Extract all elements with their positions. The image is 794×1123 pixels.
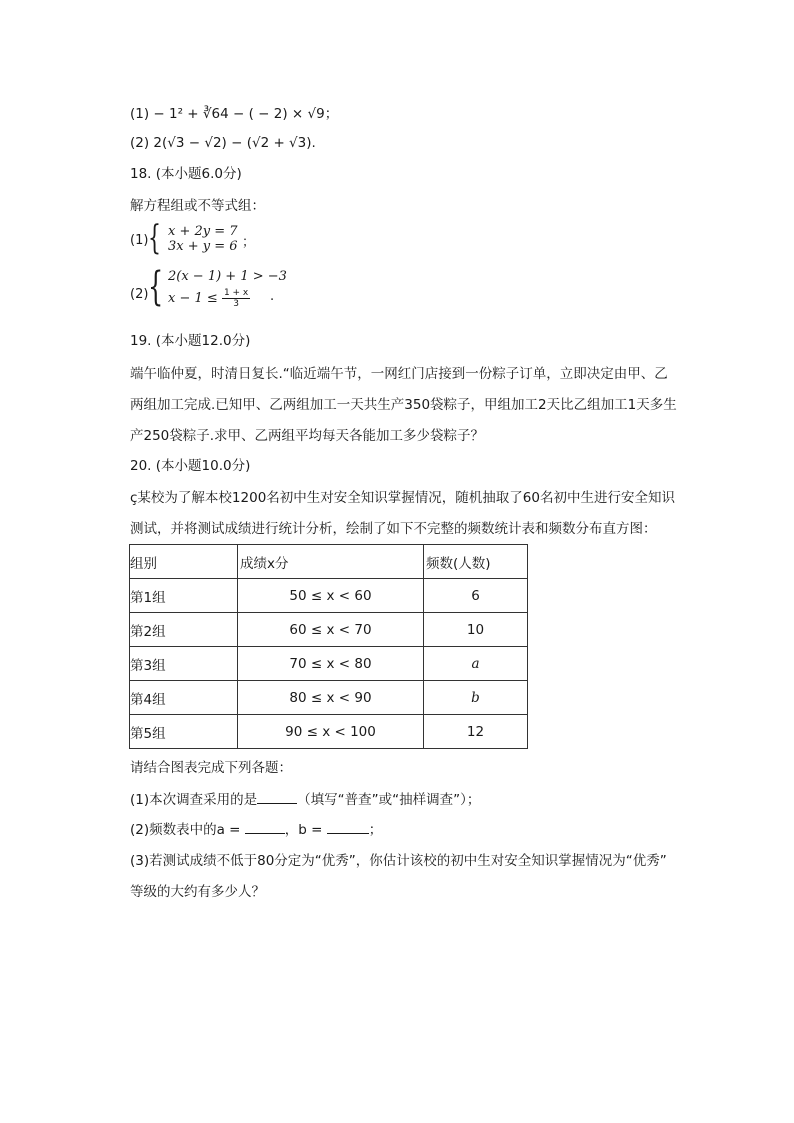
- q18-p1-label: (1): [130, 233, 149, 248]
- q18-p1-eq2: 3x + y = 6: [168, 239, 238, 254]
- table-row: [130, 647, 528, 681]
- table-row: [130, 579, 528, 613]
- cell-frequency: 6: [424, 579, 528, 613]
- q17-part1: (1) − 1² + ∛64 − ( − 2) × √9；: [130, 106, 339, 122]
- q19-line1: 端午临仲夏，时清日复长.“临近端午节，一网红门店接到一份粽子订单，立即决定由甲、乙: [130, 366, 668, 382]
- q20-sub1: [130, 789, 480, 810]
- q20-sub1-post: （填写“普查”或“抽样调查”）；: [297, 792, 481, 808]
- table-row: [130, 613, 528, 647]
- header-group: 组别: [130, 545, 238, 579]
- fraction-numerator: 1 + x: [223, 288, 249, 298]
- fraction-denominator: 3: [233, 299, 239, 309]
- table-row: [130, 715, 528, 749]
- q20-sub3-line1: (3)若测试成绩不低于80分定为“优秀”，你估计该校的初中生对安全知识掌握情况为“优秀”: [130, 853, 667, 869]
- cell-frequency: a: [424, 647, 528, 681]
- q20-sub3-line2: 等级的大约有多少人？: [130, 884, 265, 900]
- q18-prompt: 解方程组或不等式组：: [130, 198, 265, 214]
- q20-line2: 测试，并将测试成绩进行统计分析，绘制了如下不完整的频数统计表和频数分布直方图：: [130, 521, 657, 537]
- cell-score: 60 ≤ x < 70: [238, 613, 424, 647]
- q20-heading: 20. (本小题10.0分): [130, 458, 251, 474]
- cell-score: 50 ≤ x < 60: [238, 579, 424, 613]
- q20-sub1-pre: (1)本次调查采用的是: [130, 792, 258, 808]
- q18-p1-eq1: x + 2y = 7: [168, 224, 238, 239]
- table-row: [130, 681, 528, 715]
- q18-p2-eq2-left: x − 1 ≤: [168, 291, 218, 306]
- table-header-row: [130, 545, 528, 579]
- answer-blank-b[interactable]: [327, 819, 369, 834]
- header-score: 成绩x分: [238, 545, 424, 579]
- answer-blank[interactable]: [257, 789, 297, 804]
- q18-p2-end: .: [270, 289, 275, 304]
- cell-score: 90 ≤ x < 100: [238, 715, 424, 749]
- q20-sub2-post: ；: [368, 822, 383, 838]
- q17-part2: (2) 2(√3 − √2) − (√2 + √3).: [130, 135, 316, 151]
- q18-p1-end: ；: [242, 235, 256, 250]
- q18-p2-eq1: 2(x − 1) + 1 > −3: [168, 269, 287, 284]
- q20-sub2: [130, 819, 382, 840]
- q20-line1: ç某校为了解本校1200名初中生对安全知识掌握情况，随机抽取了60名初中生进行安全知识: [130, 490, 675, 506]
- cell-frequency: 10: [424, 613, 528, 647]
- q18-p2-label: (2): [130, 287, 149, 302]
- answer-blank-a[interactable]: [245, 819, 285, 834]
- fraction: [222, 288, 250, 309]
- brace-icon: {: [148, 218, 161, 258]
- cell-group: 第1组: [130, 579, 238, 613]
- cell-group: 第2组: [130, 613, 238, 647]
- brace-icon: {: [148, 264, 164, 310]
- q18-p2-eq2: [168, 288, 250, 309]
- q18-heading: 18. (本小题6.0分): [130, 166, 242, 182]
- cell-frequency: 12: [424, 715, 528, 749]
- cell-score: 70 ≤ x < 80: [238, 647, 424, 681]
- q19-heading: 19. (本小题12.0分): [130, 333, 251, 349]
- q19-line3: 产250袋粽子.求甲、乙两组平均每天各能加工多少袋粽子？: [130, 428, 485, 444]
- cell-group: 第5组: [130, 715, 238, 749]
- frequency-table: [129, 544, 528, 749]
- cell-frequency: b: [424, 681, 528, 715]
- cell-score: 80 ≤ x < 90: [238, 681, 424, 715]
- q20-sub2-mid: ，b =: [284, 822, 327, 838]
- header-frequency: 频数(人数): [424, 545, 528, 579]
- cell-group: 第3组: [130, 647, 238, 681]
- cell-group: 第4组: [130, 681, 238, 715]
- q20-instruction: 请结合图表完成下列各题：: [130, 760, 292, 776]
- q20-sub2-pre: (2)频数表中的a =: [130, 822, 245, 838]
- q19-line2: 两组加工完成.已知甲、乙两组加工一天共生产350袋粽子，甲组加工2天比乙组加工1天多生: [130, 397, 677, 413]
